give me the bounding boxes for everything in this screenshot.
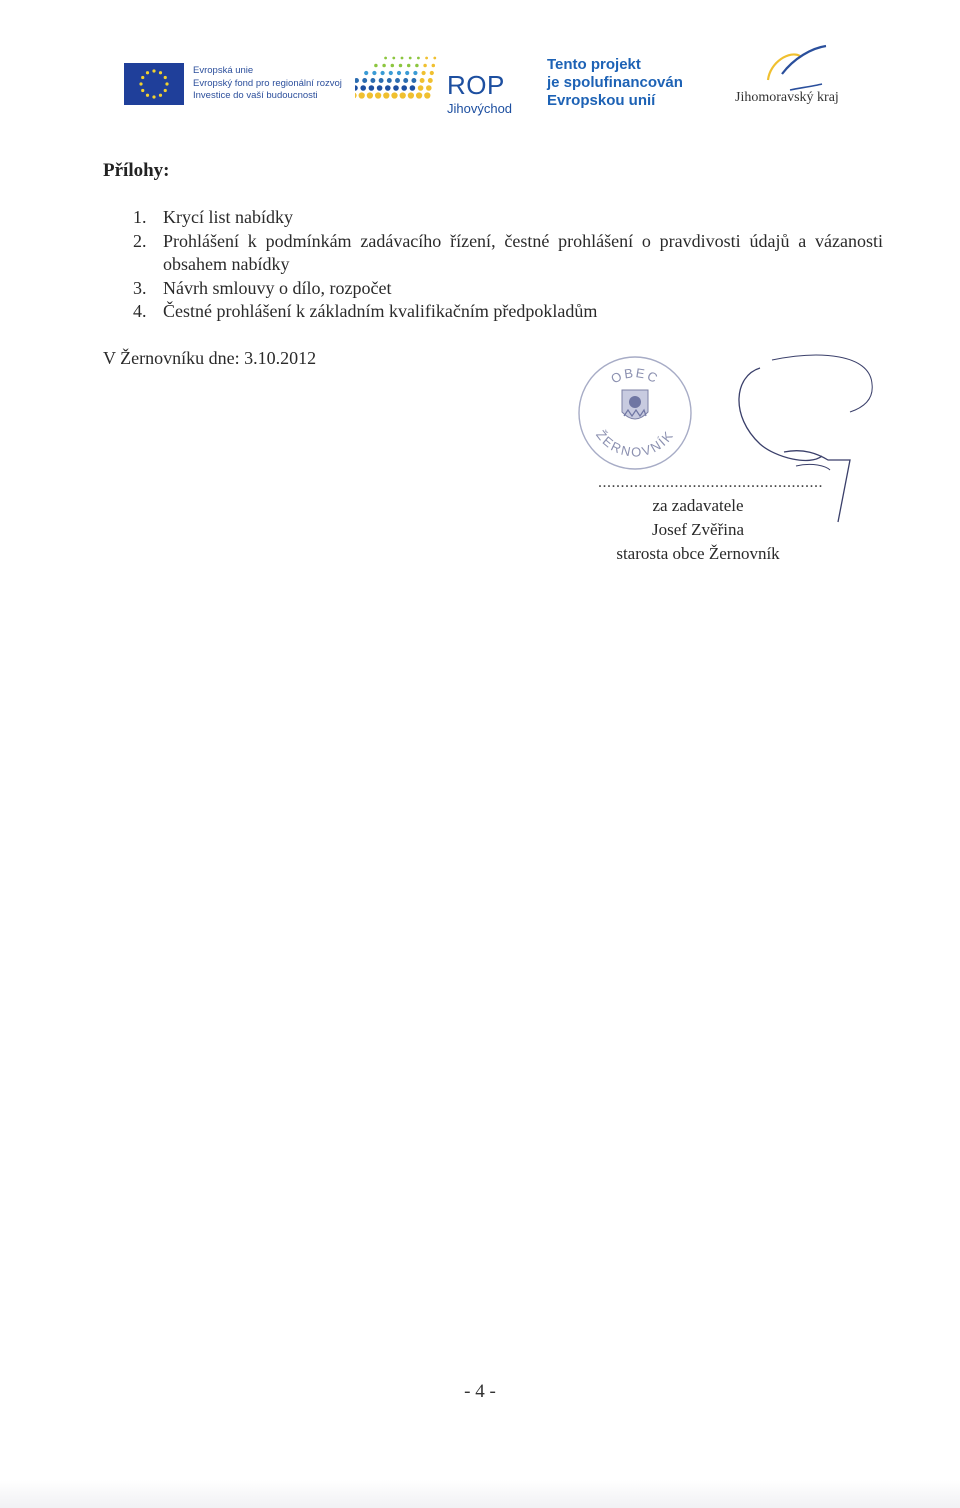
- rop-dot: [432, 64, 436, 68]
- svg-text:OBEC: [608, 365, 661, 386]
- list-item-number: 2.: [133, 230, 147, 251]
- rop-dot: [369, 85, 375, 91]
- rop-dot: [420, 78, 425, 83]
- rop-dot: [355, 85, 358, 91]
- svg-text:ŽERNOVNÍK: [593, 427, 677, 459]
- rop-dot: [364, 71, 368, 75]
- signatory-role: za zadavatele: [652, 496, 744, 515]
- rop-dots-logo: [355, 48, 445, 108]
- rop-dot: [389, 71, 393, 75]
- eu-line: Investice do vaší budoucnosti: [193, 90, 318, 101]
- eu-line: Evropský fond pro regionální rozvoj: [193, 77, 342, 89]
- page-number: - 4 -: [464, 1381, 496, 1402]
- rop-dot: [381, 71, 385, 75]
- cofinancing-line: Evropskou unií: [547, 92, 656, 109]
- rop-dot: [377, 85, 383, 91]
- rop-dot: [393, 85, 399, 91]
- list-item: [133, 206, 883, 230]
- eu-star: [152, 95, 155, 98]
- rop-dot: [405, 71, 409, 75]
- rop-dot: [417, 57, 420, 60]
- municipal-stamp: [572, 350, 698, 476]
- rop-dot: [408, 92, 414, 98]
- signature-line: ..................................................: [598, 474, 823, 491]
- region-swoosh-logo: [760, 44, 828, 92]
- signature-block: [598, 494, 798, 566]
- rop-dot: [400, 92, 406, 98]
- cofinancing-statement: [547, 56, 683, 110]
- eu-line: Evropská unie: [193, 65, 254, 76]
- eu-star: [139, 82, 142, 85]
- rop-dot: [403, 78, 408, 83]
- list-item: [133, 277, 883, 301]
- list-item-number: 3.: [133, 277, 147, 298]
- rop-dot: [362, 78, 367, 83]
- signatory-name: Josef Zvěřina: [651, 520, 745, 539]
- rop-dot: [392, 57, 395, 60]
- rop-dot: [379, 78, 384, 83]
- signatory-title: starosta obce Žernovník: [616, 544, 780, 563]
- scan-bottom-edge: [0, 1480, 960, 1508]
- rop-dot: [428, 78, 433, 83]
- rop-dot: [418, 85, 424, 91]
- rop-dot: [410, 85, 416, 91]
- rop-logo-subtitle: Jihovýchod: [447, 101, 513, 116]
- rop-dot: [423, 64, 427, 68]
- rop-dot: [385, 85, 391, 91]
- eu-star: [141, 89, 144, 92]
- eu-star: [159, 94, 162, 97]
- eu-star: [146, 94, 149, 97]
- rop-dot: [359, 92, 365, 98]
- rop-dot: [367, 92, 373, 98]
- rop-dot: [355, 78, 359, 83]
- coat-of-arms-icon: [622, 390, 648, 419]
- rop-dot: [397, 71, 401, 75]
- rop-dot: [401, 85, 407, 91]
- stamp-bottom-text: ŽERNOVNÍK: [593, 427, 677, 460]
- cofinancing-line: je spolufinancován: [547, 74, 683, 91]
- eu-star: [165, 82, 168, 85]
- rop-dot: [413, 71, 417, 75]
- eu-star: [164, 89, 167, 92]
- place-date-line: V Žernovníku dne: 3.10.2012: [103, 348, 317, 368]
- cofinancing-line: Tento projekt: [547, 56, 641, 73]
- rop-dot: [399, 64, 403, 68]
- list-item: [133, 300, 883, 324]
- rop-dot: [411, 78, 416, 83]
- rop-dot: [387, 78, 392, 83]
- rop-dot: [425, 57, 428, 60]
- list-item-number: 4.: [133, 301, 147, 321]
- rop-dot: [415, 64, 419, 68]
- rop-dot: [416, 92, 422, 98]
- attachments-list: [133, 206, 883, 324]
- eu-star: [159, 71, 162, 74]
- rop-dot: [382, 64, 386, 68]
- rop-dot: [407, 64, 411, 68]
- rop-dot: [401, 57, 404, 60]
- eu-logo-text: [193, 65, 342, 103]
- rop-dot: [370, 78, 375, 83]
- rop-dot: [424, 92, 430, 98]
- rop-dot: [426, 85, 432, 91]
- rop-dot: [391, 64, 395, 68]
- region-name: Jihomoravský kraj: [735, 90, 839, 105]
- rop-logo-title: ROP: [447, 70, 505, 100]
- attachments-heading: Přílohy:: [103, 160, 170, 181]
- rop-dot: [430, 71, 434, 75]
- list-item-text: Čestné prohlášení k základním kvalifikačním předpokladům: [163, 301, 598, 321]
- list-item-number: 1.: [133, 207, 147, 227]
- rop-dot: [375, 92, 381, 98]
- rop-dot: [422, 71, 426, 75]
- rop-dot: [383, 92, 389, 98]
- rop-dot: [395, 78, 400, 83]
- eu-flag-logo: [124, 63, 184, 105]
- rop-dot: [409, 57, 412, 60]
- rop-dot: [374, 64, 378, 68]
- list-item-text: Prohlášení k podmínkám zadávacího řízení, čestné prohlášení o pravdivosti údajů a vázanosti obsahem nabídky: [163, 230, 883, 274]
- list-item: [133, 230, 883, 277]
- stamp-top-text: OBEC: [608, 365, 662, 387]
- rop-dot: [384, 57, 387, 60]
- rop-dot: [433, 57, 436, 60]
- eu-star: [141, 76, 144, 79]
- rop-dot: [360, 85, 366, 91]
- rop-dot: [355, 92, 357, 98]
- eu-star: [164, 76, 167, 79]
- eu-stars-icon: [124, 63, 184, 105]
- list-item-text: Návrh smlouvy o dílo, rozpočet: [163, 277, 392, 298]
- rop-dot: [372, 71, 376, 75]
- eu-star: [152, 69, 155, 72]
- eu-star: [146, 71, 149, 74]
- list-item-text: Krycí list nabídky: [163, 207, 293, 227]
- rop-dot: [391, 92, 397, 98]
